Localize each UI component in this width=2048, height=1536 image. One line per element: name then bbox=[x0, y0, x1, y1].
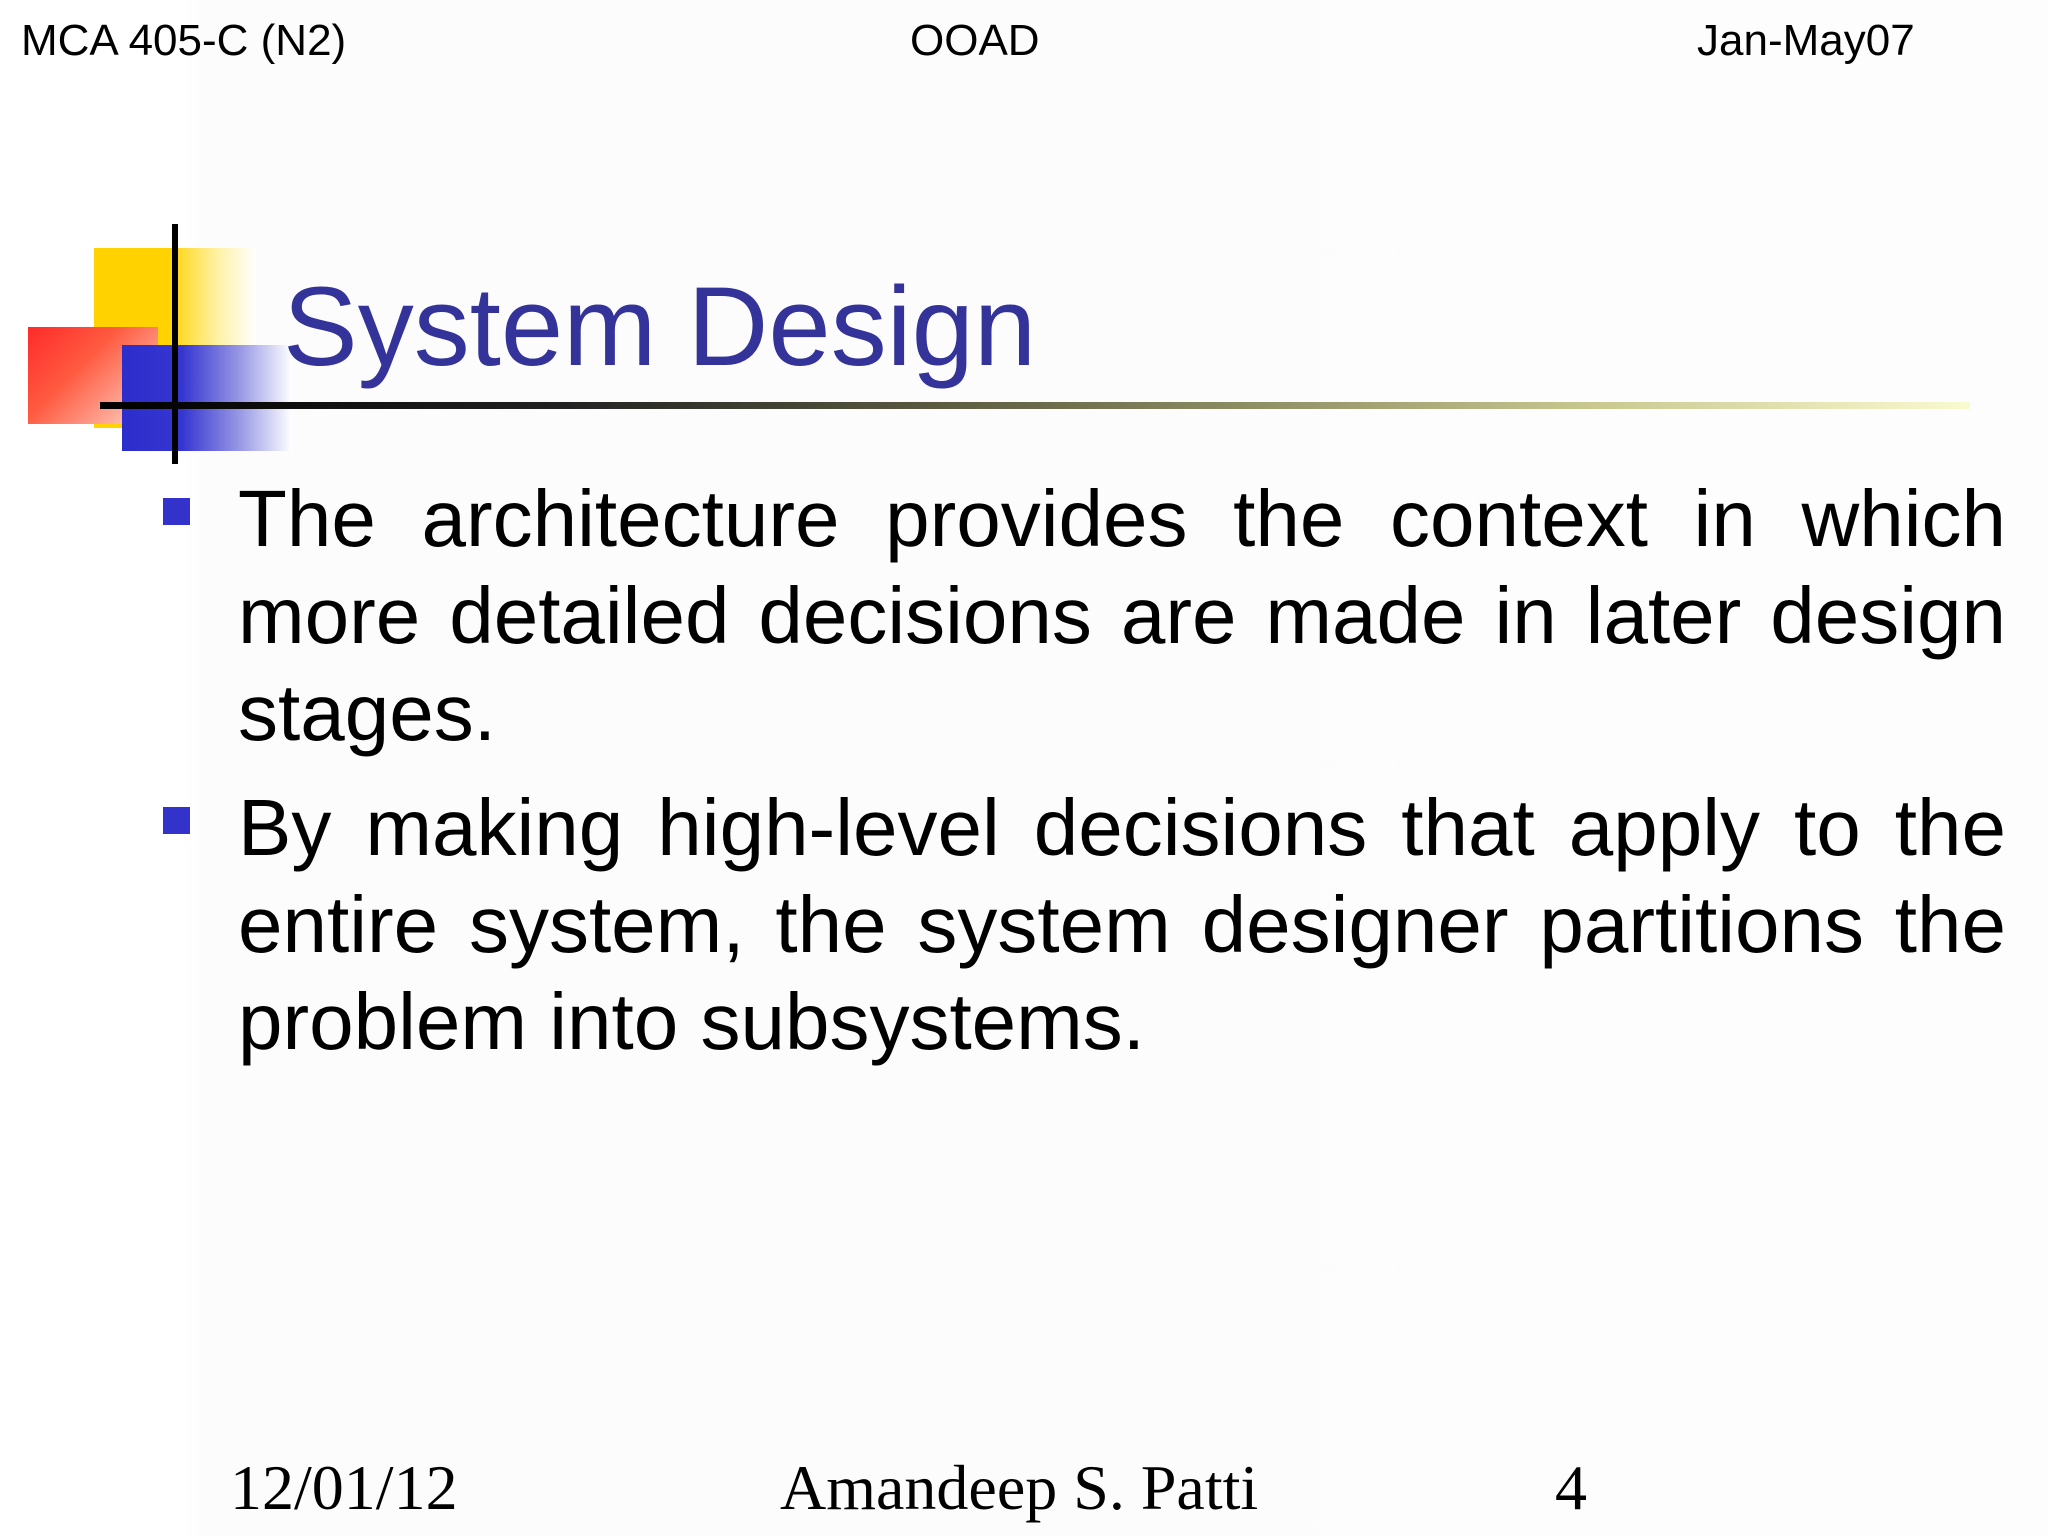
header-term: Jan-May07 bbox=[1697, 16, 1915, 65]
bullet-list bbox=[160, 470, 2006, 1088]
decoration-blue-square bbox=[122, 345, 292, 451]
square-bullet-icon bbox=[163, 807, 190, 834]
footer-page-number: 4 bbox=[1555, 1452, 1587, 1523]
bullet-text: The architecture provides the context in which more detailed decisions are made in later design stages. bbox=[238, 474, 2006, 757]
bullet-item bbox=[160, 470, 2006, 761]
bullet-text: By making high-level decisions that apply to the entire system, the system designer partitions the problem into subsystems. bbox=[238, 783, 2006, 1066]
footer-author: Amandeep S. Patti bbox=[780, 1452, 1259, 1523]
title-underline-rule bbox=[100, 402, 1970, 409]
slide-title: System Design bbox=[283, 264, 1037, 389]
square-bullet-icon bbox=[163, 498, 190, 525]
decoration-vertical-line bbox=[172, 224, 178, 464]
bullet-item bbox=[160, 779, 2006, 1070]
header-course-code: MCA 405-C (N2) bbox=[21, 16, 347, 65]
footer-date: 12/01/12 bbox=[230, 1452, 458, 1523]
header-subject: OOAD bbox=[910, 16, 1040, 65]
